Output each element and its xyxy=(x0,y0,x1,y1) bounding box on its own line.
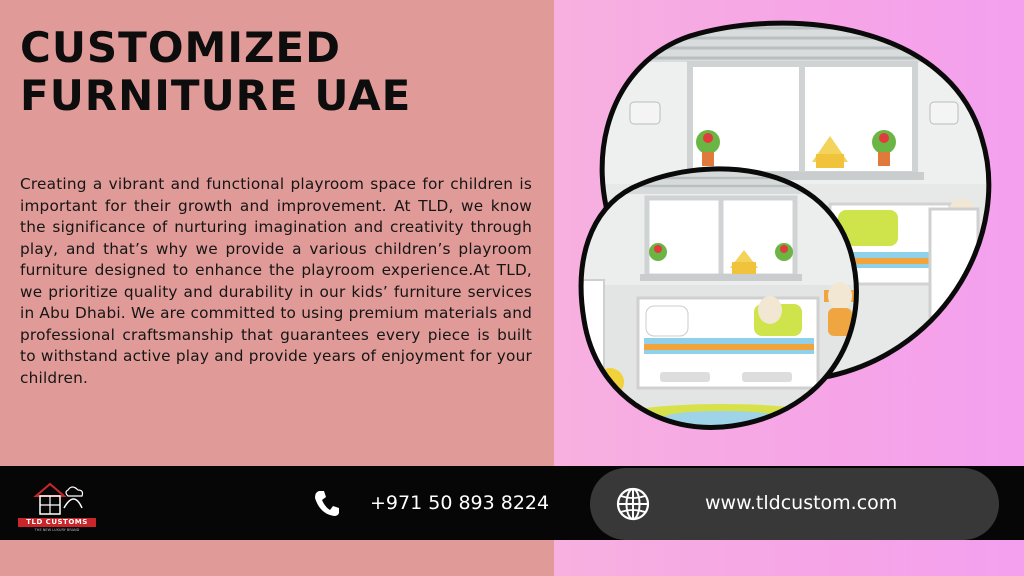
house-logo-icon xyxy=(36,484,83,514)
phone-number[interactable]: +971 50 893 8224 xyxy=(370,492,550,514)
website-link[interactable]: www.tldcustom.com xyxy=(705,492,898,514)
logo-tagline: THE NEW LUXURY BRAND xyxy=(34,528,80,532)
title-line-1: CUSTOMIZED xyxy=(20,23,341,72)
title-line-2: FURNITURE UAE xyxy=(20,71,412,120)
phone-icon xyxy=(312,488,342,518)
description-paragraph: Creating a vibrant and functional playroom space for children is important for their growth and improvement. At TLD, we know the significance of nurturing imagination and creativity through play, and that’s why we provide a various children’s playroom furniture designed to enhance the playroom experience.At TLD, we prioritize quality and durability in our kids’ furniture services in Abu Dhabi. We are committed to using premium materials and professional craftsmanship that guarantees every piece is built to withstand active play and provide years of enjoyment for your children. xyxy=(20,175,532,387)
logo-text: TLD CUSTOMS xyxy=(26,518,88,526)
playroom-image-small xyxy=(572,160,872,435)
page-title xyxy=(20,24,540,120)
globe-icon xyxy=(615,486,651,522)
